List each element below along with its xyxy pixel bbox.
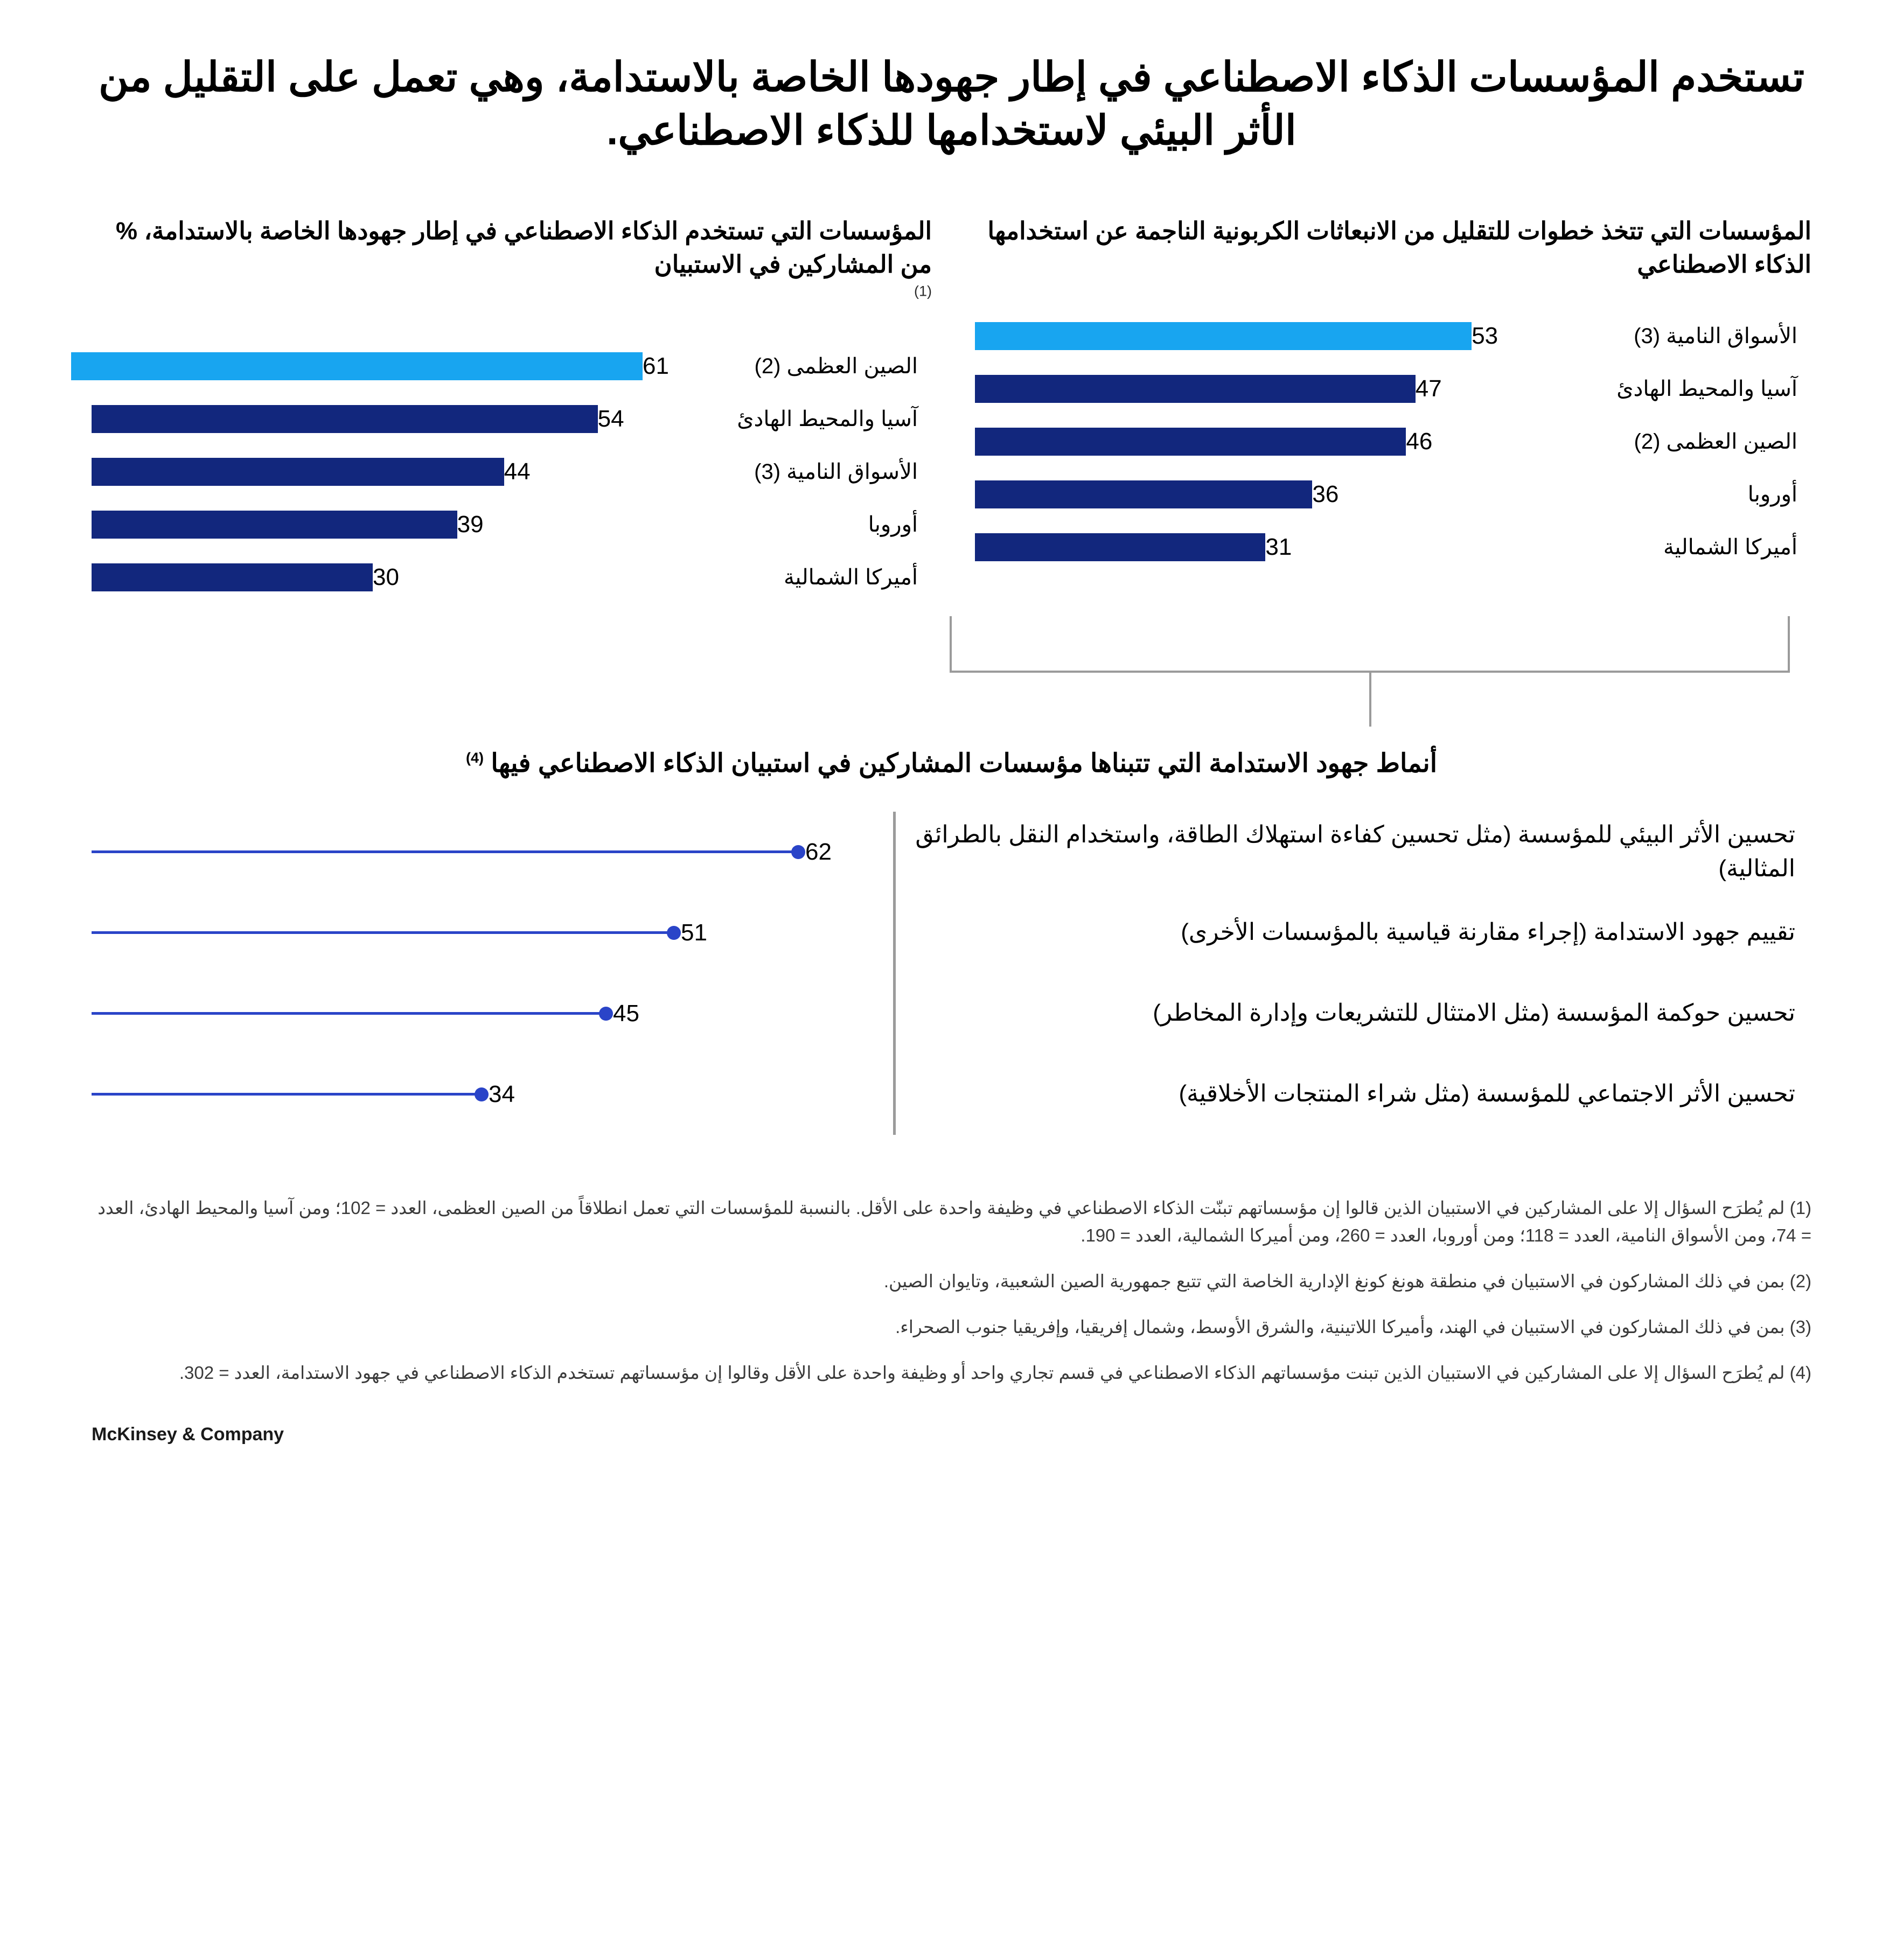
bar-row [92,347,932,386]
bar [975,322,1472,350]
footnote-marker-4: (4) [465,750,484,766]
bar-category-label: آسيا والمحيط الهادئ [737,407,918,431]
footnote-marker-1: (1) [914,283,932,299]
page-title: تستخدم المؤسسات الذكاء الاصطناعي في إطار جهودها الخاصة بالاستدامة، وهي تعمل على التقليل من الأثر البيئي لاستخدامها للذكاء الاصطناعي. [98,54,1805,154]
bar-category-label: آسيا والمحيط الهادئ [1616,376,1797,401]
bar-track [92,452,679,491]
lower-chart-title [92,745,1811,782]
bar-row [975,369,1811,408]
lollipop-track [92,973,896,1054]
lollipop-dot [791,845,805,859]
bar-value-label: 31 [1265,533,1292,560]
bar-category-label: أميركا الشمالية [1663,535,1797,559]
bar-row [92,558,932,597]
lollipop-category-label: تحسين حوكمة المؤسسة (مثل الامتثال للتشريعات وإدارة المخاطر) [1153,1000,1795,1027]
bars-ai-sustainability [92,347,932,597]
bar [92,563,373,591]
bar-track [975,422,1558,461]
bar-track [92,505,679,544]
bar-value-label: 36 [1312,480,1339,507]
bar [975,480,1312,508]
lollipop-line [92,1093,476,1096]
lollipop-category-label: تحسين الأثر الاجتماعي للمؤسسة (مثل شراء المنتجات الأخلاقية) [1179,1080,1795,1107]
bar-value-label: 39 [457,511,484,538]
lower-chart-title-text: أنماط جهود الاستدامة التي تتبناها مؤسسات المشاركين في استبيان الذكاء الاصطناعي فيها [491,749,1438,778]
lollipop-chart [92,812,1811,1135]
bar-track [92,400,679,438]
lollipop-line [92,931,668,934]
lollipop-line [92,850,793,853]
lollipop-value-label: 34 [489,1080,515,1107]
panel-carbon-reduction [975,214,1811,611]
lollipop-value-label: 45 [613,1000,639,1027]
bracket-stem [1369,673,1371,727]
panel-ai-sustainability-title-text: المؤسسات التي تستخدم الذكاء الاصطناعي في إطار جهودها الخاصة بالاستدامة، % من المشاركين في الاستبيان [115,217,932,278]
bar [975,533,1265,561]
bar [71,352,643,380]
brand-logo: McKinsey & Company [92,1424,284,1445]
lollipop-row [92,812,1811,892]
footnote-4: (4) لم يُطرَح السؤال إلا على المشاركين في الاستبيان الذين تبنت مؤسساتهم الذكاء الاصطناعي في قسم تجاري واحد أو وظيفة واحدة على الأقل وقالوا إن مؤسساتهم تستخدم الذكاء الاصطناعي في جهود الاستدامة، العدد = 302. [179,1363,1811,1383]
bar [975,428,1406,456]
bar-value-label: 44 [504,458,531,485]
bar-row [92,452,932,491]
bar-row [92,400,932,438]
bar-track [975,528,1558,567]
bar [92,405,598,433]
lollipop-track [92,892,896,973]
bar-category-label: أوروبا [1747,482,1797,506]
lollipop-category-label: تقييم جهود الاستدامة (إجراء مقارنة قياسية بالمؤسسات الأخرى) [1181,919,1795,946]
bracket-shape [950,616,1790,673]
top-panels [92,214,1811,611]
bar [975,375,1416,403]
bar-category-label: الصين العظمى (2) [1634,429,1797,454]
bar-value-label: 47 [1415,375,1442,402]
bar-track [975,475,1558,514]
lollipop-track [92,1054,896,1135]
footnote-3: (3) بمن في ذلك المشاركون في الاستبيان في الهند، وأميركا اللاتينية، والشرق الأوسط، وشمال إفريقيا، وإفريقيا جنوب الصحراء. [895,1316,1811,1337]
panel-ai-sustainability-footnote-marker [92,281,932,312]
bar-value-label: 46 [1406,428,1433,455]
lollipop-line [92,1012,601,1015]
bar-track [92,558,679,597]
bar-category-label: الأسواق النامية (3) [754,460,918,484]
footnotes [92,1194,1811,1387]
bar-category-label: أوروبا [868,513,918,537]
lollipop-value-label: 62 [805,838,832,865]
bar-category-label: الأسواق النامية (3) [1634,324,1797,348]
lollipop-row [92,973,1811,1054]
lollipop-dot [667,926,681,940]
bar-row [975,317,1811,355]
bar-category-label: أميركا الشمالية [783,566,918,590]
bar-value-label: 54 [597,406,624,433]
lollipop-row [92,1054,1811,1135]
panel-ai-sustainability [92,214,932,611]
bar-value-label: 61 [643,353,669,380]
lollipop-track [92,812,896,892]
lollipop-category-label: تحسين الأثر البيئي للمؤسسة (مثل تحسين كفاءة استهلاك الطاقة، واستخدام النقل بالطرائق المثالية) [915,821,1795,882]
bar-track [975,317,1558,355]
bar-track [71,347,679,386]
footnote-2: (2) بمن في ذلك المشاركون في الاستبيان في منطقة هونغ كونغ الإدارية الخاصة التي تتبع جمهورية الصين الشعبية، وتايوان الصين. [883,1271,1811,1291]
bar-value-label: 30 [373,564,399,591]
panel-carbon-reduction-title: المؤسسات التي تتخذ خطوات للتقليل من الانبعاثات الكربونية الناجمة عن استخدامها الذكاء الاصطناعي [987,217,1811,278]
bar [92,511,457,539]
bar-value-label: 53 [1472,322,1498,349]
lollipop-row [92,892,1811,973]
connector-bracket [92,616,1811,735]
bar-category-label: الصين العظمى (2) [754,354,918,379]
bar-row [975,528,1811,567]
lollipop-value-label: 51 [681,919,707,946]
lollipop-dot [599,1007,613,1021]
bar-row [92,505,932,544]
panel-ai-sustainability-title [92,214,932,281]
bar-row [975,422,1811,461]
bars-carbon-reduction [975,317,1811,567]
lollipop-dot [475,1087,489,1101]
bar-track [975,369,1558,408]
bar-row [975,475,1811,514]
bar [92,458,504,486]
footnote-1: (1) لم يُطرَح السؤال إلا على المشاركين في الاستبيان الذين قالوا إن مؤسساتهم تبنّت الذكاء الاصطناعي في وظيفة واحدة على الأقل. بالنسبة للمؤسسات التي تعمل انطلاقاً من الصين العظمى، العدد = 102؛ ومن آسيا والمحيط الهادئ، العدد = 74، ومن الأسواق النامية، العدد = 118؛ ومن أوروبا، العدد = 260، ومن أميركا الشمالية، العدد = 190. [97,1197,1811,1245]
